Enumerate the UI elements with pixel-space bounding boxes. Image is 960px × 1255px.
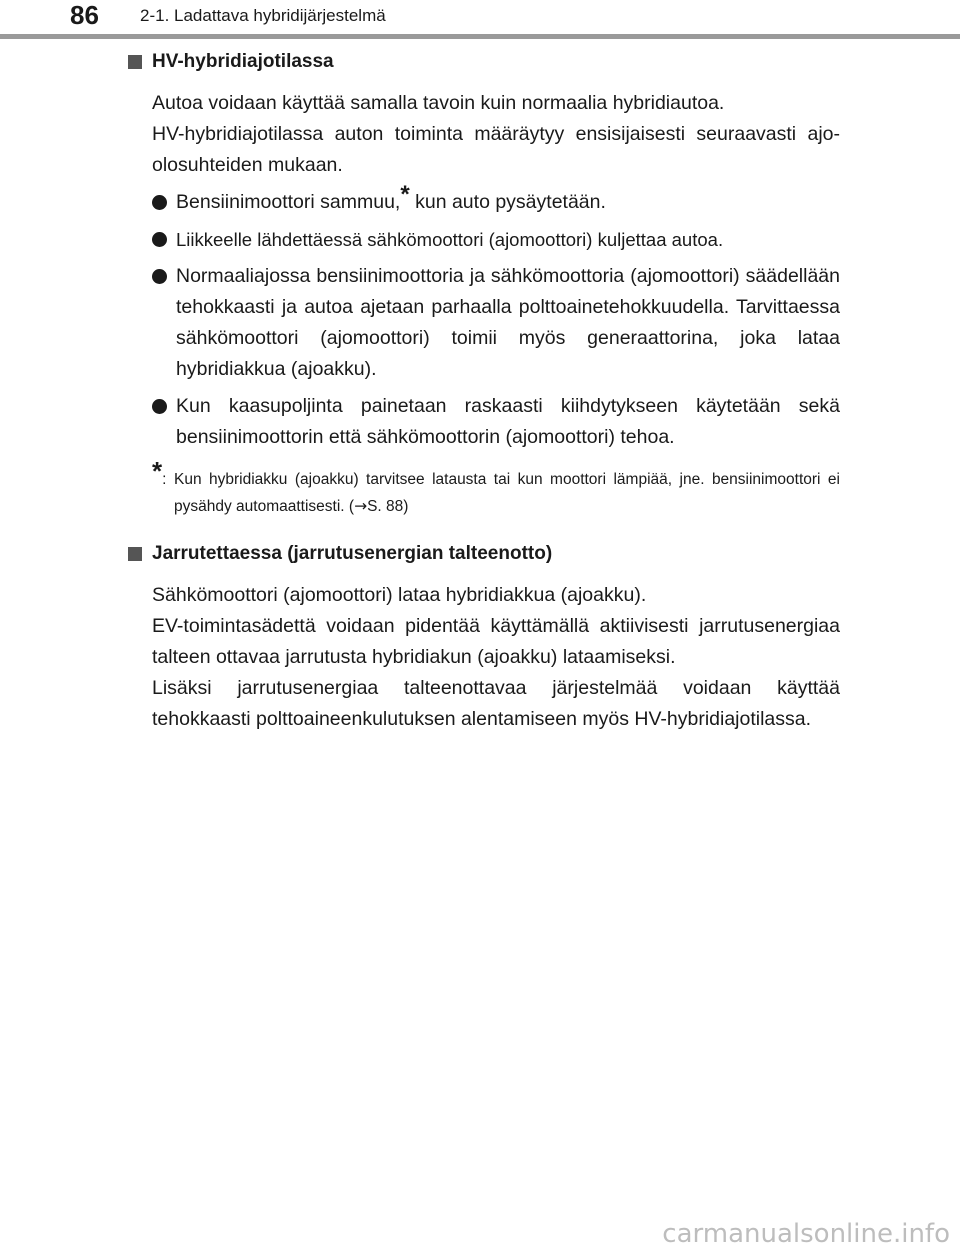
bullet-text: Bensiinimoottori sammuu, [176,191,401,213]
square-bullet-icon [128,55,142,69]
intro-paragraph-2: HV-hybridiajotilassa auton toiminta määräytyy ensisijaisesti seuraavasti ajo-olosuhteiden mukaan. [152,123,840,176]
round-bullet-icon [152,232,167,247]
page-content [128,44,840,735]
page-reference-link[interactable]: S. 88) [367,498,409,515]
list-item-acceleration [152,391,840,453]
list-item-engine-stop [152,181,840,218]
braking-paragraph-1: Sähkömoottori (ajomoottori) lataa hybridiakkua (ajoakku). [152,584,647,606]
round-bullet-icon [152,399,167,414]
square-bullet-icon [128,547,142,561]
watermark: carmanualsonline.info [662,1219,950,1249]
round-bullet-icon [152,269,167,284]
bullet-text: Normaaliajossa bensiinimoottoria ja sähkömoottoria (ajomoottori) säädellään tehokkaasti ja autoa ajetaan parhaalla polttoainetehokkuudella. Tarvittaessa sähkömoottori (ajomoottori) toimii myös generaattorina, joka lataa hybridiakkua (ajoakku). [176,265,840,380]
list-item-start [152,224,840,255]
chapter-title: 2-1. Ladattava hybridijärjestelmä [140,6,386,25]
footnote-marker: * [400,181,410,208]
header-divider [0,34,960,39]
intro-paragraph-1: Autoa voidaan käyttää samalla tavoin kuin normaalia hybridiautoa. [152,92,725,114]
footnote [152,456,840,520]
braking-paragraph-2: EV-toimintasädettä voidaan pidentää käyttämällä aktiivisesti jarrutusenergiaa talteen ottavaa jarrutusta hybridiakun (ajoakku) lataamiseksi. [152,615,840,668]
footnote-marker: * [152,456,163,486]
section-heading-braking [128,540,840,568]
bullet-text: Kun kaasupoljinta painetaan raskaasti kiihdytykseen käytetään sekä bensiinimoottorin että sähkömoottorin (ajomoottori) tehoa. [176,395,840,448]
section-heading-hv-mode [128,48,840,76]
round-bullet-icon [152,195,167,210]
section-heading-text: HV-hybridiajotilassa [152,51,334,72]
bullet-text: Liikkeelle lähdettäessä sähkömoottori (ajomoottori) kuljettaa autoa. [176,229,724,250]
page-number: 86 [70,0,99,30]
arrow-right-icon: → [354,497,368,515]
section-heading-text: Jarrutettaessa (jarrutusenergian talteenotto) [152,543,553,564]
footnote-text: Kun hybridiakku (ajoakku) tarvitsee latausta tai kun moottori lämpiää, jne. bensiinimoottori ei pysähdy automaattisesti. ( [174,471,840,515]
list-item-normal-driving [152,261,840,385]
footnote-colon: : [162,471,167,488]
braking-paragraph-3: Lisäksi jarrutusenergiaa talteenottavaa järjestelmää voidaan käyttää tehokkaasti polttoaineenkulutuksen alentamiseen myös HV-hybridiajotilassa. [152,677,840,730]
bullet-text-cont: kun auto pysäytetään. [409,191,606,213]
